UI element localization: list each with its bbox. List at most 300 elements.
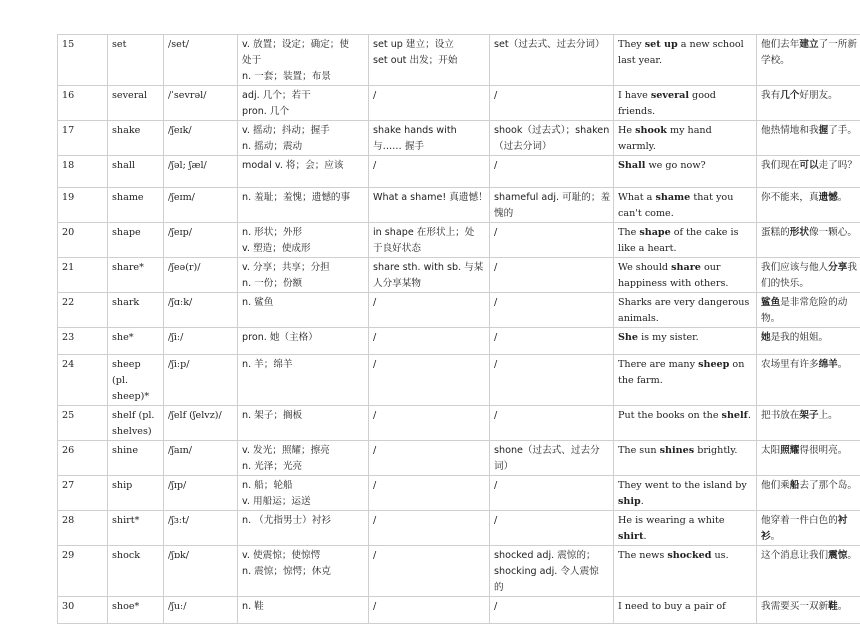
row-number: 20 [58,223,108,258]
phrase [369,188,490,223]
sentence-text: 你不能来，真 [761,192,819,203]
meaning-line: n. 形状；外形 [242,225,364,241]
sentence-text: brightly. [694,445,737,456]
sentence-text: we go now? [645,160,705,171]
row-number: 25 [58,406,108,441]
phonetic: /ʃeɪk/ [164,121,238,156]
phrase [369,511,490,546]
sentence-text: 他们去年 [761,39,799,50]
sentence-text: There are many [618,359,698,370]
phonetic: /ʃəl; ʃæl/ [164,156,238,188]
phrase-line: / [373,443,485,459]
word-forms [490,328,614,355]
meaning [238,597,369,624]
phrase-line: / [373,330,485,346]
meaning-line: pron. 几个 [242,104,364,120]
phrase-line: / [373,357,485,373]
example-sentence [614,328,757,355]
table-row [58,511,860,546]
example-sentence [614,511,757,546]
row-number: 21 [58,258,108,293]
word-forms [490,597,614,624]
example-sentence [614,86,757,121]
meaning-line: n. 震惊；惊愕；休克 [242,564,364,580]
highlighted-word: 衬衫 [761,515,847,542]
sentence-text: a new school last year. [618,39,744,66]
word-forms-line: / [494,478,609,494]
phrase-line: / [373,548,485,564]
word-forms-line: / [494,357,609,373]
table-row [58,328,860,355]
table-row [58,355,860,406]
headword: she* [108,328,164,355]
meaning-line: n. 一份；份额 [242,276,364,292]
sentence-text: 。 [771,531,781,542]
sentence-text: 。 [838,359,848,370]
phrase-line: / [373,513,485,529]
sentence-text: 了一所新学校。 [761,39,857,66]
meaning-line: v. 使震惊；使惊愕 [242,548,364,564]
highlighted-word: share [671,262,701,273]
sentence-text: We should [618,262,671,273]
phrase [369,406,490,441]
meaning-line: n. 光泽；光亮 [242,459,364,475]
word-forms [490,293,614,328]
word-forms-line: shone（过去式、过去分 [494,443,609,459]
phrase-line: / [373,408,485,424]
word-forms-line: / [494,295,609,311]
meaning [238,355,369,406]
word-forms [490,546,614,597]
example-sentence [614,293,757,328]
sentence-text: 他穿着一件白色的 [761,515,838,526]
sentence-text: 我们现在 [761,160,799,171]
highlighted-word: shines [660,445,695,456]
table-row [58,476,860,511]
word-forms-line: / [494,408,609,424]
sentence-text: 农场里有许多 [761,359,819,370]
phrase-line: 人分享某物 [373,276,485,292]
highlighted-word: several [651,90,689,101]
sentence-text: 好朋友。 [799,90,837,101]
table-row [58,441,860,476]
word-forms-line: / [494,158,609,174]
table-row [58,546,860,597]
example-translation [757,293,860,328]
meaning-line: modal v. 将；会；应该 [242,158,364,174]
highlighted-word: 船 [790,480,800,491]
meaning-line: n. 羞耻；羞愧；遗憾的事 [242,190,364,206]
headword: shine [108,441,164,476]
vocabulary-table-body [58,35,860,624]
highlighted-word: 建立 [799,39,818,50]
word-forms-line: / [494,330,609,346]
sentence-text: They went to the island by [618,480,747,491]
table-row [58,293,860,328]
example-sentence [614,597,757,624]
word-forms [490,188,614,223]
meaning-line: v. 用船运；运送 [242,494,364,510]
meaning-line: n. 羊；绵羊 [242,357,364,373]
sentence-text: 太阳 [761,445,780,456]
example-translation [757,121,860,156]
example-translation [757,223,860,258]
table-row [58,597,860,624]
phrase [369,86,490,121]
phonetic: /ʃuː/ [164,597,238,624]
phonetic: /ʃiːp/ [164,355,238,406]
phrase-line: set out 出发；开始 [373,53,485,69]
phrase-line: 于良好状态 [373,241,485,257]
sentence-text: that you can't come. [618,192,733,219]
meaning-line: n. 架子；搁板 [242,408,364,424]
sentence-text: Put the books on the [618,410,722,421]
example-sentence [614,258,757,293]
phonetic: /ʃiː/ [164,328,238,355]
phrase-line: set up 建立；设立 [373,37,485,53]
table-row [58,156,860,188]
word-forms-line: shook（过去式）；shaken [494,123,609,139]
meaning [238,293,369,328]
sentence-text: of the cake is like a heart. [618,227,739,254]
word-forms [490,156,614,188]
headword: shame [108,188,164,223]
headword: shirt* [108,511,164,546]
phrase-line: in shape 在形状上；处 [373,225,485,241]
sentence-text: 我需要买一双新 [761,601,828,612]
phonetic: /ʃeɪm/ [164,188,238,223]
phrase-line: / [373,478,485,494]
example-translation [757,546,860,597]
phrase [369,476,490,511]
meaning-line: adj. 几个；若干 [242,88,364,104]
example-translation [757,156,860,188]
example-translation [757,188,860,223]
highlighted-word: 遗憾 [819,192,838,203]
phrase [369,546,490,597]
meaning [238,476,369,511]
phonetic: /ʃaɪn/ [164,441,238,476]
sentence-text: 我们应该与他人 [761,262,828,273]
sentence-text: us. [711,550,728,561]
table-row [58,188,860,223]
example-translation [757,86,860,121]
highlighted-word: ship [618,496,641,507]
example-sentence [614,188,757,223]
row-number: 15 [58,35,108,86]
sentence-text: 像一颗心。 [809,227,857,238]
meaning-line: n. 鲨鱼 [242,295,364,311]
phonetic: /set/ [164,35,238,86]
highlighted-word: 可以 [799,160,818,171]
row-number: 30 [58,597,108,624]
word-forms [490,35,614,86]
highlighted-word: shook [635,125,667,136]
word-forms [490,258,614,293]
meaning [238,258,369,293]
headword: set [108,35,164,86]
headword: shall [108,156,164,188]
phrase [369,223,490,258]
highlighted-word: Shall [618,160,645,171]
sentence-text: 上。 [819,410,838,421]
phrase [369,441,490,476]
highlighted-word: 照耀 [780,445,799,456]
word-forms-line: set（过去式、过去分词） [494,37,609,53]
sentence-text: my hand warmly. [618,125,712,152]
headword: shake [108,121,164,156]
highlighted-word: 架子 [799,410,818,421]
highlighted-word: sheep [698,359,729,370]
sentence-text: 得很明亮。 [799,445,847,456]
meaning-line: v. 分享；共享；分担 [242,260,364,276]
phonetic: /ʃɒk/ [164,546,238,597]
sentence-text: . [644,531,647,542]
word-forms-line: shameful adj. 可耻的；羞 [494,190,609,206]
sentence-text: 去了那个岛。 [799,480,857,491]
word-forms-line: / [494,599,609,615]
phrase [369,328,490,355]
phrase [369,35,490,86]
highlighted-word: 握 [819,125,829,136]
example-sentence [614,35,757,86]
row-number: 22 [58,293,108,328]
vocabulary-table [57,34,860,624]
highlighted-word: set up [645,39,678,50]
word-forms [490,511,614,546]
phonetic: /ʃeɪp/ [164,223,238,258]
meaning-line: n. 一套；装置；布景 [242,69,364,85]
sentence-text: our happiness with others. [618,262,728,289]
example-sentence [614,546,757,597]
sentence-text: 是非常危险的动物。 [761,297,847,324]
phrase [369,355,490,406]
word-forms [490,355,614,406]
row-number: 16 [58,86,108,121]
meaning-line: v. 发光；照耀；擦亮 [242,443,364,459]
word-forms [490,441,614,476]
example-sentence [614,476,757,511]
meaning-line: n. （尤指男士）衬衫 [242,513,364,529]
highlighted-word: shocked [667,550,711,561]
sentence-text: 他们乘 [761,480,790,491]
word-forms-line: / [494,88,609,104]
sentence-text: 蛋糕的 [761,227,790,238]
headword: share* [108,258,164,293]
phrase-line: shake hands with [373,123,485,139]
word-forms-line: shocked adj. 震惊的； [494,548,609,564]
highlighted-word: 形状 [790,227,809,238]
example-translation [757,476,860,511]
meaning-line: v. 塑造；使成形 [242,241,364,257]
word-forms [490,86,614,121]
meaning [238,406,369,441]
sentence-text: I have [618,90,651,101]
word-forms [490,476,614,511]
table-row [58,86,860,121]
phrase [369,258,490,293]
sentence-text: is my sister. [638,332,699,343]
highlighted-word: shame [655,192,690,203]
sentence-text: 这个消息让我们 [761,550,828,561]
example-translation [757,258,860,293]
word-forms-line: shocking adj. 令人震惊 [494,564,609,580]
phonetic: /ʃelf (ʃelvz)/ [164,406,238,441]
word-forms [490,223,614,258]
example-translation [757,511,860,546]
phonetic: /ʃɑːk/ [164,293,238,328]
row-number: 17 [58,121,108,156]
phonetic: /ʃeə(r)/ [164,258,238,293]
word-forms-line: 词） [494,459,609,475]
meaning-line: v. 放置；设定；确定；使 [242,37,364,53]
sentence-text: . [641,496,644,507]
example-translation [757,355,860,406]
word-forms-line: / [494,260,609,276]
highlighted-word: shelf [722,410,748,421]
phrase [369,156,490,188]
meaning [238,511,369,546]
row-number: 23 [58,328,108,355]
phonetic: /ˈsevrəl/ [164,86,238,121]
table-row [58,121,860,156]
phrase-line: / [373,295,485,311]
headword: shape [108,223,164,258]
phrase [369,597,490,624]
sentence-text: What a [618,192,655,203]
row-number: 26 [58,441,108,476]
table-row [58,258,860,293]
sentence-text: 。 [847,550,857,561]
phrase-line: / [373,599,485,615]
meaning-line: n. 船；轮船 [242,478,364,494]
example-translation [757,35,860,86]
phrase-line: 与…… 握手 [373,139,485,155]
phonetic: /ʃɜːt/ [164,511,238,546]
example-translation [757,597,860,624]
highlighted-word: 震惊 [828,550,847,561]
headword: several [108,86,164,121]
word-forms-line: 的 [494,580,609,596]
sentence-text: The [618,227,639,238]
sentence-text: 我们的快乐。 [761,262,857,289]
phrase [369,121,490,156]
sentence-text: 把书放在 [761,410,799,421]
word-forms-line: / [494,513,609,529]
meaning [238,223,369,258]
sentence-text: 。 [838,601,848,612]
sentence-text: 。 [838,192,848,203]
word-forms-line: （过去分词） [494,139,609,155]
headword: shelf (pl. shelves) [108,406,164,441]
sentence-text: He is wearing a white [618,515,725,526]
phonetic: /ʃɪp/ [164,476,238,511]
headword: sheep (pl. sheep)* [108,355,164,406]
headword: shock [108,546,164,597]
word-forms [490,121,614,156]
example-sentence [614,121,757,156]
sentence-text: They [618,39,645,50]
sentence-text: good friends. [618,90,716,117]
headword: shark [108,293,164,328]
meaning-line: v. 摇动；抖动；握手 [242,123,364,139]
sentence-text: on the farm. [618,359,744,386]
sentence-text: I need to buy a pair of [618,601,726,612]
phrase-line: What a shame! 真遗憾！ [373,190,485,206]
meaning [238,35,369,86]
meaning-line: n. 摇动；震动 [242,139,364,155]
meaning [238,441,369,476]
highlighted-word: 鲨鱼 [761,297,780,308]
table-row [58,35,860,86]
highlighted-word: 分享 [828,262,847,273]
row-number: 24 [58,355,108,406]
highlighted-word: shape [639,227,670,238]
table-row [58,406,860,441]
word-forms [490,406,614,441]
phrase [369,293,490,328]
example-sentence [614,156,757,188]
word-forms-line: 愧的 [494,206,609,222]
meaning [238,546,369,597]
sentence-text: He [618,125,635,136]
table-row [58,223,860,258]
meaning-line: pron. 她（主格） [242,330,364,346]
row-number: 19 [58,188,108,223]
sentence-text: 他热情地和我 [761,125,819,136]
meaning [238,121,369,156]
sentence-text: The news [618,550,667,561]
example-translation [757,406,860,441]
sentence-text: 我有 [761,90,780,101]
example-sentence [614,406,757,441]
word-forms-line: / [494,225,609,241]
sentence-text: 是我的姐姐。 [771,332,829,343]
phrase-line: / [373,158,485,174]
headword: ship [108,476,164,511]
row-number: 27 [58,476,108,511]
row-number: 18 [58,156,108,188]
sentence-text: The sun [618,445,660,456]
sentence-text: Sharks are very dangerous animals. [618,297,749,324]
example-translation [757,441,860,476]
highlighted-word: 鞋 [828,601,838,612]
highlighted-word: 几个 [780,90,799,101]
example-sentence [614,223,757,258]
row-number: 29 [58,546,108,597]
phrase-line: / [373,88,485,104]
example-translation [757,328,860,355]
meaning [238,188,369,223]
meaning [238,86,369,121]
example-sentence [614,441,757,476]
meaning [238,156,369,188]
example-sentence [614,355,757,406]
sentence-text: 走了吗？ [819,160,857,171]
meaning-line: n. 鞋 [242,599,364,615]
meaning-line: 处于 [242,53,364,69]
phrase-line: share sth. with sb. 与某 [373,260,485,276]
row-number: 28 [58,511,108,546]
sentence-text: . [748,410,751,421]
sentence-text: 了手。 [828,125,857,136]
headword: shoe* [108,597,164,624]
meaning [238,328,369,355]
highlighted-word: 她 [761,332,771,343]
highlighted-word: 绵羊 [819,359,838,370]
highlighted-word: shirt [618,531,644,542]
highlighted-word: She [618,332,638,343]
